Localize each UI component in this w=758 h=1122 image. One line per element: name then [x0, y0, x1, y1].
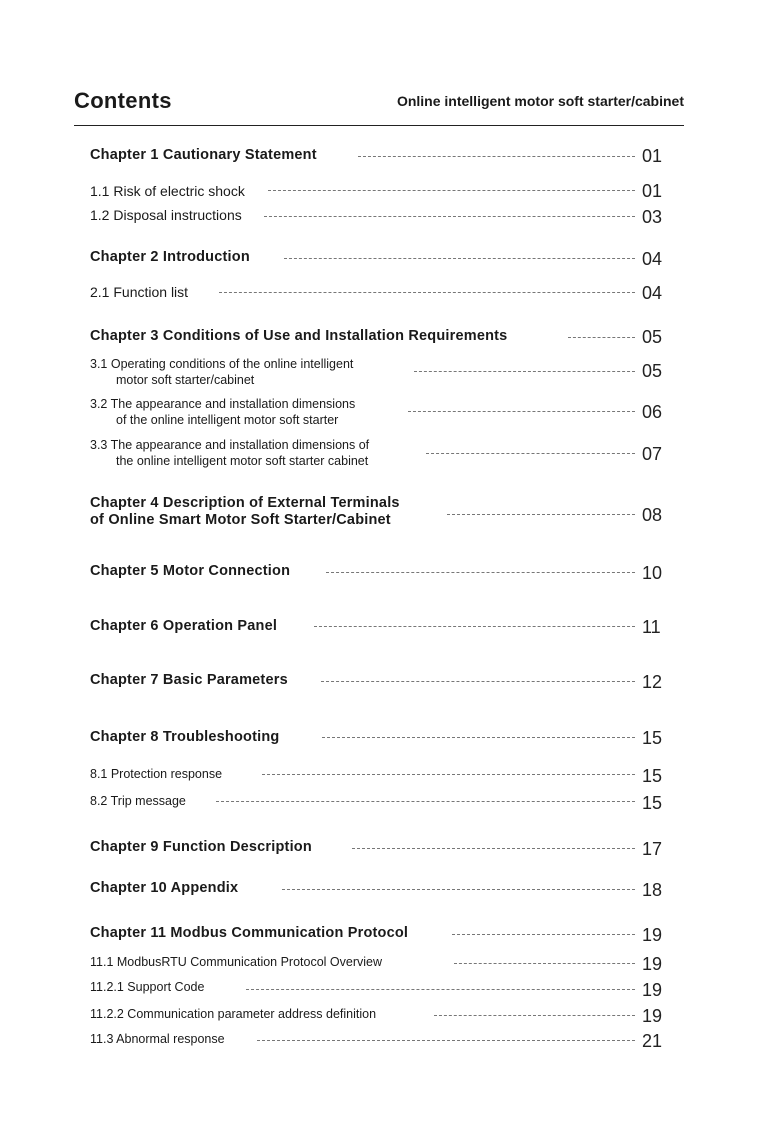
toc-page-number: 04: [642, 249, 663, 269]
toc-page-number: 15: [642, 766, 663, 786]
leader-dots: [352, 848, 635, 849]
toc-page-number: 03: [642, 207, 663, 227]
toc-label: 1.1 Risk of electric shock: [90, 183, 245, 199]
toc-label: Chapter 2 Introduction: [90, 249, 250, 265]
toc-label: [90, 396, 355, 428]
toc-label: 8.1 Protection response: [90, 767, 223, 781]
leader-dots: [321, 681, 635, 682]
leader-dots: [219, 292, 635, 293]
leader-dots: [268, 190, 635, 191]
toc-label: Chapter 10 Appendix: [90, 880, 239, 896]
toc-page-number: 21: [642, 1031, 663, 1051]
toc-label: Chapter 9 Function Description: [90, 839, 312, 855]
toc-label: Chapter 6 Operation Panel: [90, 618, 278, 634]
toc-label-line2: motor soft starter/cabinet: [116, 373, 255, 387]
toc-label: 1.2 Disposal instructions: [90, 207, 242, 223]
leader-dots: [262, 774, 635, 775]
toc-page-number: 01: [642, 181, 663, 201]
leader-dots: [246, 989, 635, 990]
toc-label-line1: Chapter 4 Description of External Terminals: [90, 495, 400, 511]
toc-label: 8.2 Trip message: [90, 794, 186, 808]
toc-page-number: 15: [642, 728, 663, 748]
header-divider: [74, 125, 684, 126]
leader-dots: [447, 514, 635, 515]
toc-page-number: 08: [642, 505, 663, 525]
leader-dots: [568, 337, 635, 338]
toc-label: [90, 356, 353, 388]
leader-dots: [326, 572, 635, 573]
toc-label: Chapter 1 Cautionary Statement: [90, 147, 317, 163]
toc-page-number: 12: [642, 672, 663, 692]
leader-dots: [284, 258, 635, 259]
toc-page-number: 19: [642, 925, 663, 945]
toc-page-number: 04: [642, 283, 663, 303]
leader-dots: [358, 156, 635, 157]
toc-label: Chapter 5 Motor Connection: [90, 563, 291, 579]
toc-page-number: 19: [642, 980, 663, 1000]
toc-page-number: 10: [642, 563, 663, 583]
toc-page-number: 19: [642, 954, 663, 974]
leader-dots: [414, 371, 635, 372]
toc-label: [90, 495, 400, 529]
toc-label: 11.2.1 Support Code: [90, 980, 205, 994]
toc-page-number: 05: [642, 327, 663, 347]
toc-label: Chapter 11 Modbus Communication Protocol: [90, 925, 409, 941]
toc-label: 2.1 Function list: [90, 284, 189, 300]
toc-label: Chapter 7 Basic Parameters: [90, 672, 288, 688]
toc-label: 11.1 ModbusRTU Communication Protocol Overview: [90, 955, 383, 969]
toc-label-line2: the online intelligent motor soft starter cabinet: [116, 454, 369, 468]
toc-page-number: 05: [642, 361, 663, 381]
toc-label-line1: 3.2 The appearance and installation dimensions: [90, 397, 356, 411]
leader-dots: [426, 453, 635, 454]
leader-dots: [408, 411, 635, 412]
toc-label: 11.2.2 Communication parameter address definition: [90, 1007, 377, 1021]
toc-page-number: 18: [642, 880, 663, 900]
page-title: Contents: [74, 88, 172, 113]
toc-label-line1: 3.1 Operating conditions of the online intelligent: [90, 357, 354, 371]
toc-label-line1: 3.3 The appearance and installation dimensions of: [90, 438, 370, 452]
leader-dots: [257, 1040, 635, 1041]
toc-label: Chapter 3 Conditions of Use and Installation Requirements: [90, 328, 508, 344]
toc-page-number: 01: [642, 146, 663, 166]
toc-label-line2: of Online Smart Motor Soft Starter/Cabinet: [90, 512, 391, 528]
toc-label: [90, 437, 369, 469]
toc-page-number: 07: [642, 444, 663, 464]
leader-dots: [454, 963, 635, 964]
leader-dots: [264, 216, 635, 217]
toc-label-line2: of the online intelligent motor soft starter: [116, 413, 339, 427]
leader-dots: [322, 737, 635, 738]
toc-page-number: 11: [642, 617, 661, 637]
toc-page-number: 06: [642, 402, 663, 422]
leader-dots: [452, 934, 635, 935]
leader-dots: [216, 801, 635, 802]
leader-dots: [434, 1015, 635, 1016]
leader-dots: [282, 889, 635, 890]
page-subtitle: Online intelligent motor soft starter/cabinet: [396, 93, 684, 109]
toc-page-number: 17: [642, 839, 663, 859]
toc-label: 11.3 Abnormal response: [90, 1032, 225, 1046]
toc-label: Chapter 8 Troubleshooting: [90, 729, 280, 745]
leader-dots: [314, 626, 635, 627]
toc-page-number: 15: [642, 793, 663, 813]
toc-page-number: 19: [642, 1006, 663, 1026]
